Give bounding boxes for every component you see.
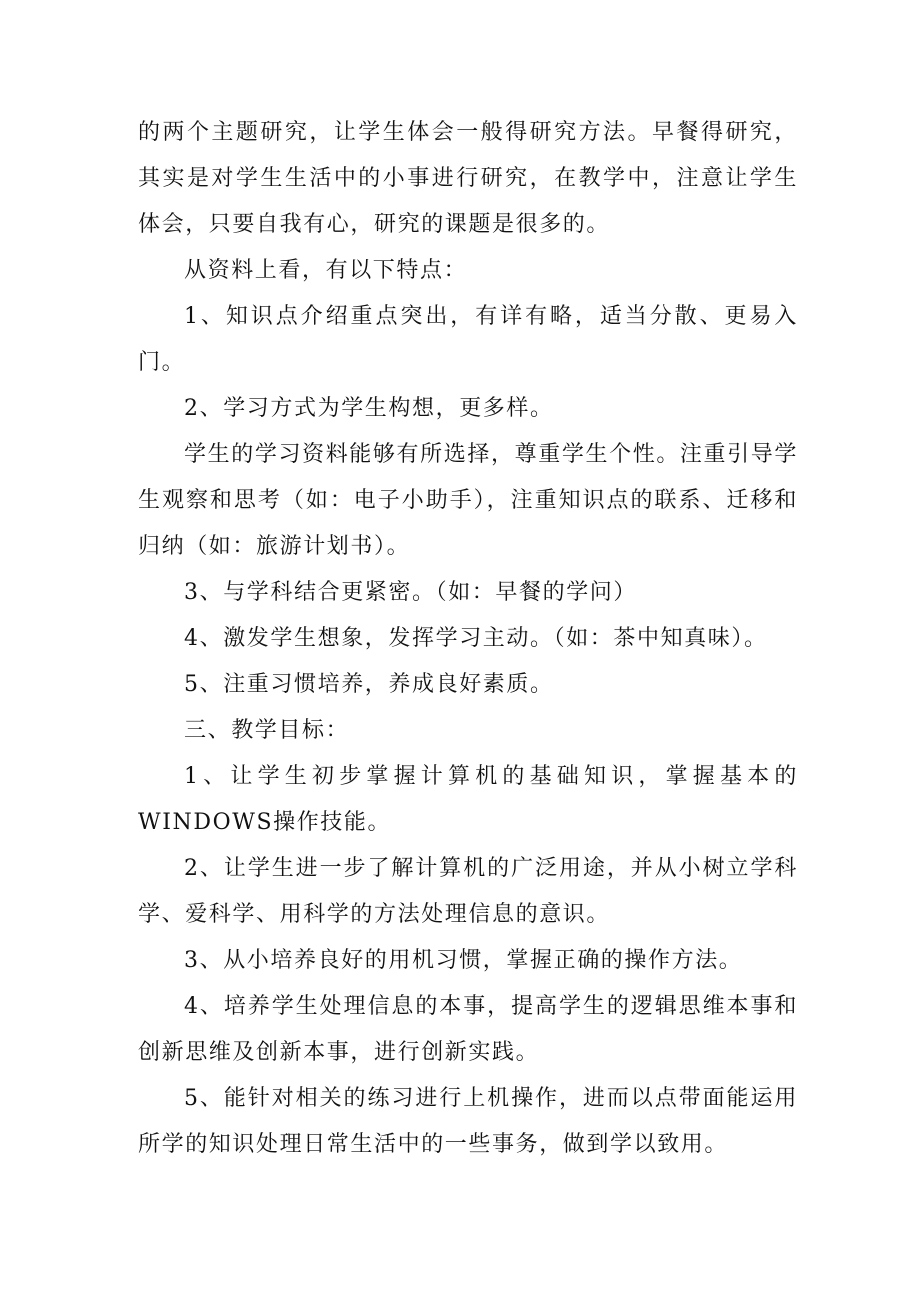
paragraph: 从资料上看，有以下特点： bbox=[184, 258, 468, 283]
paragraph: 4、激发学生想象，发挥学习主动。（如：茶中知真味）。 bbox=[184, 626, 768, 651]
paragraph: 1、让学生初步掌握计算机的基础知识，掌握基本的WINDOWS操作技能。 bbox=[138, 764, 798, 835]
paragraph: 4、培养学生处理信息的本事，提高学生的逻辑思维本事和创新思维及创新本事，进行创新实践。 bbox=[138, 994, 798, 1065]
paragraph: 2、学习方式为学生构想，更多样。 bbox=[184, 396, 554, 421]
paragraph: 2、让学生进一步了解计算机的广泛用途，并从小树立学科学、爱科学、用科学的方法处理信息的意识。 bbox=[138, 856, 798, 927]
paragraph: 学生的学习资料能够有所选择，尊重学生个性。注重引导学生观察和思考（如：电子小助手），注重知识点的联系、迁移和归纳（如：旅游计划书）。 bbox=[138, 442, 798, 559]
paragraph: 3、从小培养良好的用机习惯，掌握正确的操作方法。 bbox=[184, 948, 743, 973]
paragraph: 5、能针对相关的练习进行上机操作，进而以点带面能运用所学的知识处理日常生活中的一些事务，做到学以致用。 bbox=[138, 1086, 798, 1157]
paragraph: 3、与学科结合更紧密。（如：早餐的学问） bbox=[184, 580, 637, 605]
section-heading: 三、教学目标： bbox=[184, 718, 350, 743]
paragraph: 的两个主题研究，让学生体会一般得研究方法。早餐得研究，其实是对学生生活中的小事进行研究，在教学中，注意让学生体会，只要自我有心，研究的课题是很多的。 bbox=[138, 120, 798, 237]
paragraph: 1、知识点介绍重点突出，有详有略，适当分散、更易入门。 bbox=[138, 304, 798, 375]
paragraph: 5、注重习惯培养，养成良好素质。 bbox=[184, 672, 554, 697]
document-body bbox=[138, 110, 798, 1168]
